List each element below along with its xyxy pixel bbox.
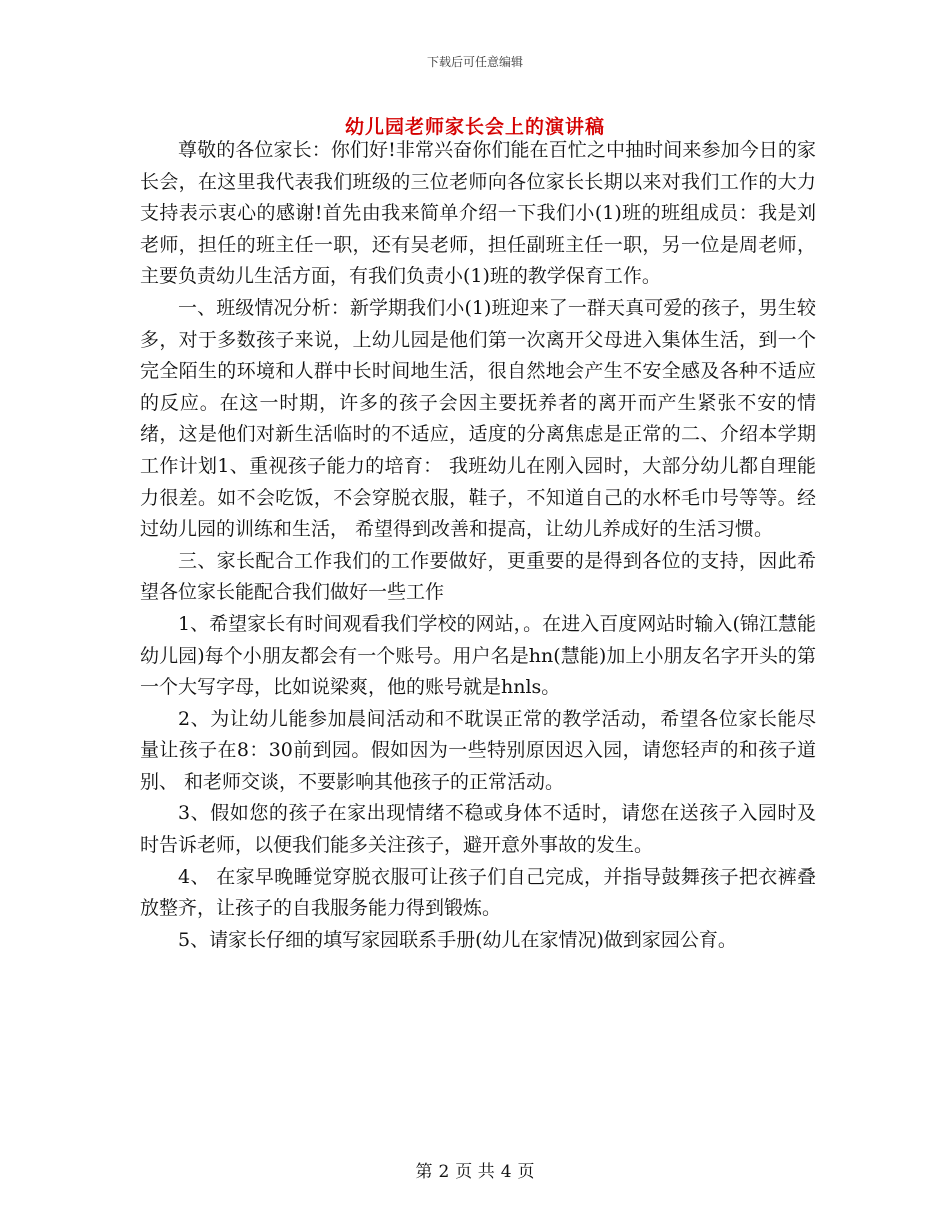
paragraph-greeting: 尊敬的各位家长：你们好!非常兴奋你们能在百忙之中抽时间来参加今日的家长会，在这里我代表我们班级的三位老师向各位家长长期以来对我们工作的大力支持表示衷心的感谢!首先由我来简单介绍一下我们小(1)班的班组成员：我是刘老师，担任的班主任一职，还有吴老师，担任副班主任一职，另一位是周老师，主要负责幼儿生活方面，有我们负责小(1)班的教学保育工作。 (140, 139, 816, 288)
header-note: 下载后可任意编辑 (426, 55, 523, 69)
footer-total-pages: 4 (500, 1162, 512, 1182)
page-footer (0, 1157, 950, 1182)
footer-prefix: 第 (415, 1162, 433, 1182)
paragraph-item-2: 2、为让幼儿能参加晨间活动和不耽误正常的教学活动，希望各位家长能尽量让孩子在8：30前到园。假如因为一些特别原因迟入园，请您轻声的和孩子道别、 和老师交谈，不要影响其他孩子的正常活动。 (140, 707, 816, 793)
footer-suffix: 页 (517, 1162, 535, 1182)
footer-current-page: 2 (438, 1162, 450, 1182)
paragraph-item-1: 1、希望家长有时间观看我们学校的网站，。在进入百度网站时输入(锦江慧能幼儿园)每个小朋友都会有一个账号。用户名是hn(慧能)加上小朋友名字开头的第一个大写字母，比如说梁爽，他的账号就是hnls。 (140, 612, 816, 699)
paragraph-parent-cooperation: 三、家长配合工作我们的工作要做好，更重要的是得到各位的支持，因此希望各位家长能配合我们做好一些工作 (140, 549, 816, 604)
document-title: 幼儿园老师家长会上的演讲稿 (344, 116, 605, 138)
paragraph-class-analysis: 一、班级情况分析：新学期我们小(1)班迎来了一群天真可爱的孩子，男生较多，对于多数孩子来说，上幼儿园是他们第一次离开父母进入集体生活，到一个完全陌生的环境和人群中长时间地生活，很自然地会产生不安全感及各种不适应的反应。在这一时期，许多的孩子会因主要抚养者的离开而产生紧张不安的情绪，这是他们对新生活临时的不适应，适度的分离焦虑是正常的二、介绍本学期工作计划1、重视孩子能力的培育： 我班幼儿在刚入园时，大部分幼儿都自理能力很差。如不会吃饭，不会穿脱衣服，鞋子，不知道自己的水杯毛巾号等等。经过幼儿园的训练和生活， 希望得到改善和提高，让幼儿养成好的生活习惯。 (140, 296, 816, 541)
paragraph-item-4: 4、 在家早晚睡觉穿脱衣服可让孩子们自己完成，并指导鼓舞孩子把衣裤叠放整齐，让孩子的自我服务能力得到锻炼。 (140, 865, 816, 920)
document-body (140, 135, 816, 956)
paragraph-item-3: 3、假如您的孩子在家出现情绪不稳或身体不适时，请您在送孩子入园时及时告诉老师，以便我们能多关注孩子，避开意外事故的发生。 (140, 802, 816, 857)
footer-middle: 页 共 (455, 1162, 495, 1182)
paragraph-item-5: 5、请家长仔细的填写家园联系手册(幼儿在家情况)做到家园公育。 (178, 928, 737, 951)
